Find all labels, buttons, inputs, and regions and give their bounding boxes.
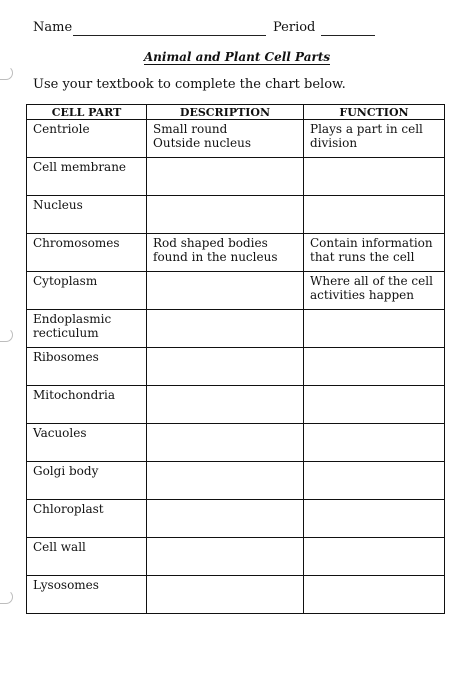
description-cell-text: Rod shaped bodies [153,236,268,250]
cell-part-cell-text: Mitochondria [33,388,115,402]
function-cell[interactable] [304,158,445,196]
worksheet-title-text: Animal and Plant Cell Parts [143,50,331,64]
binder-hole-mark [0,590,13,604]
function-cell[interactable] [304,348,445,386]
binder-hole-mark [0,66,13,80]
table-row [27,424,445,462]
function-cell-text: Plays a part in cell [310,122,423,136]
cell-part-cell-text: Lysosomes [33,578,99,592]
description-cell[interactable] [147,272,304,310]
cell-part-cell-text: Vacuoles [33,426,87,440]
description-cell[interactable] [147,196,304,234]
cell-part-cell-text: Centriole [33,122,90,136]
cell-part-cell [27,538,147,576]
table-row [27,158,445,196]
table-row [27,500,445,538]
function-cell-text: activities happen [310,288,414,302]
description-cell-text: found in the nucleus [153,250,278,264]
description-cell[interactable] [147,462,304,500]
function-cell-text: Where all of the cell [310,274,433,288]
period-blank-line[interactable] [321,35,375,36]
cell-part-cell [27,196,147,234]
name-blank-line[interactable] [73,35,266,36]
function-cell[interactable] [304,538,445,576]
cell-part-cell [27,424,147,462]
table-row [27,120,445,158]
cell-part-cell [27,158,147,196]
function-cell[interactable] [304,234,445,272]
function-cell[interactable] [304,386,445,424]
binder-hole-mark [0,328,13,342]
function-cell[interactable] [304,196,445,234]
function-cell[interactable] [304,500,445,538]
cell-part-cell-text: Golgi body [33,464,99,478]
chart-body [27,120,445,614]
instructions: Use your textbook to complete the chart below. [33,77,346,92]
description-cell[interactable] [147,310,304,348]
cell-parts-chart [26,104,445,614]
cell-part-cell [27,310,147,348]
cell-part-cell-text: Cytoplasm [33,274,98,288]
function-cell[interactable] [304,462,445,500]
table-row [27,348,445,386]
chart-header-row [27,105,445,120]
cell-part-cell-text: Cell wall [33,540,86,554]
cell-part-cell-text: Ribosomes [33,350,99,364]
cell-part-cell-text: Chromosomes [33,236,120,250]
cell-part-cell [27,120,147,158]
table-row [27,310,445,348]
name-label: Name [33,20,73,35]
description-cell[interactable] [147,234,304,272]
function-cell[interactable] [304,272,445,310]
table-row [27,538,445,576]
function-cell[interactable] [304,424,445,462]
description-cell[interactable] [147,500,304,538]
description-cell[interactable] [147,348,304,386]
worksheet-title [0,50,474,64]
header-cell-part: CELL PART [27,105,147,120]
description-cell[interactable] [147,120,304,158]
description-cell[interactable] [147,576,304,614]
table-row [27,196,445,234]
description-cell-text: Small round [153,122,228,136]
header-row [33,18,443,38]
function-cell-text: division [310,136,358,150]
header-function: FUNCTION [304,105,445,120]
description-cell[interactable] [147,158,304,196]
table-row [27,386,445,424]
cell-part-cell [27,272,147,310]
function-cell-text: that runs the cell [310,250,415,264]
cell-part-cell [27,576,147,614]
period-label: Period [273,20,316,35]
function-cell[interactable] [304,576,445,614]
table-row [27,234,445,272]
description-cell[interactable] [147,424,304,462]
description-cell-text: Outside nucleus [153,136,251,150]
cell-part-cell [27,348,147,386]
cell-part-cell-text: Cell membrane [33,160,127,174]
cell-part-cell [27,234,147,272]
description-cell[interactable] [147,538,304,576]
header-description: DESCRIPTION [147,105,304,120]
cell-part-cell-text: Chloroplast [33,502,104,516]
table-row [27,272,445,310]
table-row [27,462,445,500]
cell-part-cell-text: Nucleus [33,198,83,212]
cell-part-cell [27,462,147,500]
cell-part-cell [27,500,147,538]
cell-part-cell-text: Endoplasmic [33,312,112,326]
cell-part-cell [27,386,147,424]
function-cell[interactable] [304,310,445,348]
cell-part-cell-text: recticulum [33,326,99,340]
description-cell[interactable] [147,386,304,424]
function-cell[interactable] [304,120,445,158]
table-row [27,576,445,614]
function-cell-text: Contain information [310,236,433,250]
